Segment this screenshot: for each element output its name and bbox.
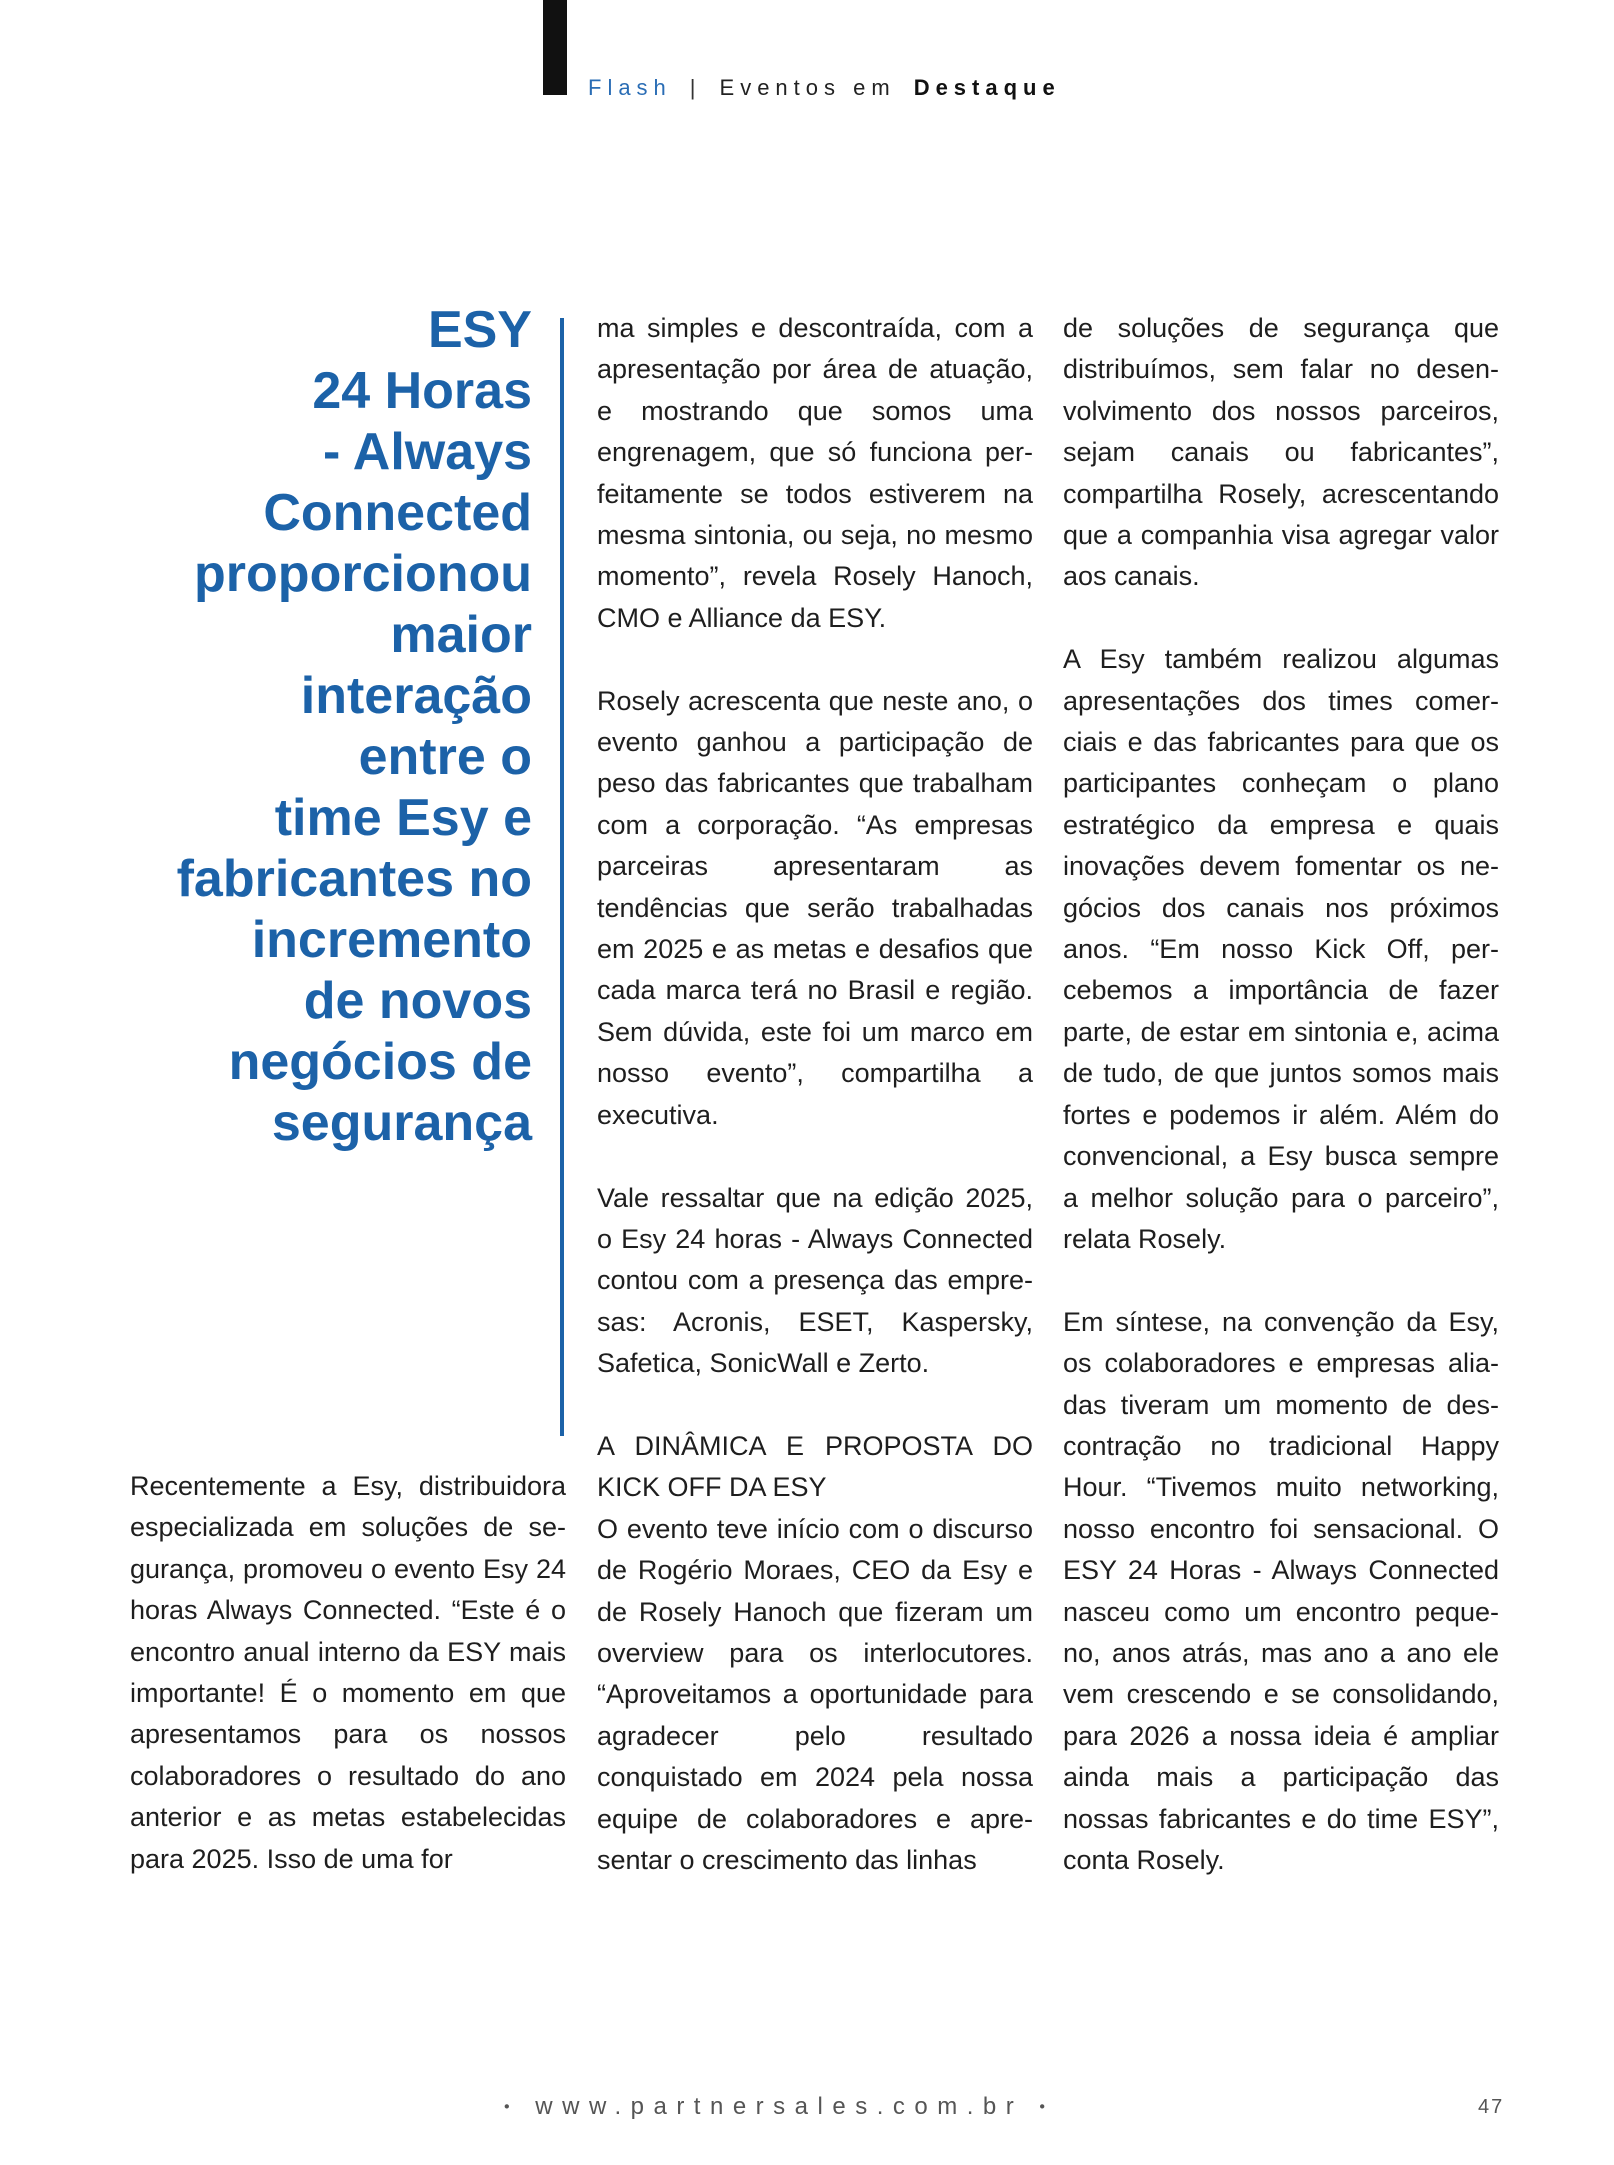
article-column-1 [130, 1466, 566, 1880]
headline-line: negócios de [228, 1033, 532, 1091]
headline-line: 24 Horas [312, 362, 532, 420]
headline-line: - Always [322, 423, 532, 481]
headline-divider [560, 318, 564, 1436]
header-flash: Flash [588, 75, 672, 100]
paragraph: de soluções de segurança que distribuímos, sem falar no desenvolvimento dos nossos parceiros, sejam canais ou fabricantes”, compartilha Rosely, acrescentando que a companhia visa agregar valor aos canais. [1063, 313, 1499, 592]
headline-line: interação [300, 667, 532, 725]
page-number: 47 [1478, 2096, 1505, 2118]
paragraph: A Esy também realizou algumas apresentações dos times comerciais e das fabricantes para que os participantes conheçam o plano estratégico da empresa e quais inovações devem fomentar os negócios dos canais nos próximos anos. “Em nosso Kick Off, percebemos a importância de fazer parte, de estar em sintonia e, acima de tudo, de que juntos somos mais fortes e podemos ir além. Além do convencional, a Esy busca sempre a melhor solução para o parceiro”, relata Rosely. [1063, 644, 1499, 1254]
headline-line: fabricantes no [176, 850, 532, 908]
paragraph: Recentemente a Esy, distribuidora especializada em soluções de segurança, promoveu o evento Esy 24 horas Always Connected. “Este é o encontro anual interno da ESY mais importante! É o momento em que apresentamos para os nossos colaboradores o resultado do ano anterior e as metas estabelecidas para 2025. Isso de uma for [130, 1471, 566, 1874]
footer-bullet: • [504, 2098, 520, 2116]
article-column-3 [1063, 308, 1499, 1881]
section-header [588, 70, 1061, 106]
headline-line: Connected [263, 484, 532, 542]
footer-website [504, 2093, 1144, 2121]
section-subheading: A DINÂMICA E PROPOSTA DO KICK OFF DA ESY [597, 1430, 1033, 1503]
headline-line: proporcionou [194, 545, 532, 603]
headline-line: ESY [427, 301, 532, 359]
headline-line: segurança [271, 1094, 532, 1152]
footer-url: www.partnersales.com.br [535, 2093, 1024, 2120]
paragraph: Em síntese, na convenção da Esy, os colaboradores e empresas aliadas tiveram um momento de descontração no tradicional Happy Hour. “Tivemos muito networking, nosso encontro foi sensacional. O ESY 24 Horas - Always Connected nasceu como um encontro pequeno, anos atrás, mas ano a ano ele vem crescendo e se consolidando, para 2026 a nossa ideia é ampliar ainda mais a participação das nossas fabricantes e do time ESY”, conta Rosely. [1063, 1306, 1499, 1875]
article-column-2 [597, 308, 1033, 1881]
paragraph: Vale ressaltar que na edição 2025, o Esy 24 horas - Always Connected contou com a presença das empresas: Acronis, ESET, Kaspersky, Safetica, SonicWall e Zerto. [597, 1182, 1033, 1379]
header-destaque: Destaque [913, 75, 1061, 100]
header-accent-bar [543, 0, 567, 95]
footer-bullet: • [1039, 2098, 1055, 2116]
article-headline [120, 300, 532, 1154]
headline-line: maior [390, 606, 532, 664]
header-eventos: Eventos em [719, 75, 896, 100]
headline-line: de novos [303, 972, 532, 1030]
paragraph: O evento teve início com o discurso de Rogério Moraes, CEO da Esy e de Rosely Hanoch que fizeram um overview para os interlocutores. “Aproveitamos a oportunidade para agradecer pelo resultado conquistado em 2024 pela nossa equipe de colaboradores e apresentar o crescimento das linhas [597, 1513, 1033, 1875]
headline-line: entre o [358, 728, 532, 786]
paragraph: ma simples e descontraída, com a apresentação por área de atuação, e mostrando que somos uma engrenagem, que só funciona perfeitamente se todos estiverem na mesma sintonia, ou seja, no mesmo momento”, revela Rosely Hanoch, CMO e Alliance da ESY. [597, 313, 1033, 633]
header-separator: | [689, 75, 702, 100]
paragraph: Rosely acrescenta que neste ano, o evento ganhou a participação de peso das fabricantes que trabalham com a corporação. “As empresas parceiras apresentaram as tendências que serão trabalhadas em 2025 e as metas e desafios que cada marca terá no Brasil e região. Sem dúvida, este foi um marco em nosso evento”, compartilha a executiva. [597, 685, 1033, 1130]
headline-line: incremento [251, 911, 532, 969]
headline-line: time Esy e [274, 789, 532, 847]
